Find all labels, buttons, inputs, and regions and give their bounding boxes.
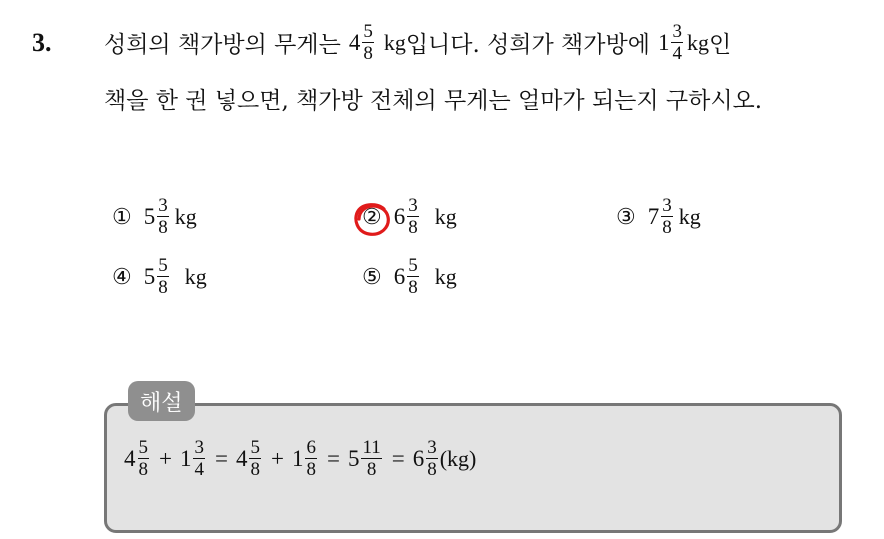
choice-numerator: 5 (408, 255, 418, 276)
sol-denominator: 8 (427, 459, 437, 481)
choice-numerator: 5 (158, 255, 168, 276)
question-number: 3. (32, 28, 52, 57)
choice-whole: 7 (647, 203, 660, 229)
sol-denominator: 4 (194, 459, 204, 481)
sol-denominator: 8 (366, 459, 377, 481)
choice-whole: 5 (143, 203, 156, 229)
sol-term3-whole: 4 (235, 445, 248, 471)
sol-denominator: 8 (250, 459, 260, 481)
choice-number: ② (362, 203, 382, 229)
choice-number: ① (112, 203, 132, 229)
weight-whole: 4 (348, 29, 361, 55)
choice-numerator: 3 (158, 195, 168, 216)
sol-term1-fraction (138, 438, 150, 479)
sol-numerator: 3 (194, 437, 204, 458)
choice-whole: 5 (143, 263, 156, 289)
weight-numerator: 5 (363, 21, 373, 42)
book-fraction (671, 22, 683, 63)
choice-numerator: 3 (662, 195, 672, 216)
sol-numerator: 5 (250, 437, 260, 458)
choice-1[interactable] (112, 196, 197, 237)
choice-3[interactable] (616, 196, 701, 237)
solution-equation (124, 438, 476, 479)
choice-fraction (157, 256, 169, 297)
sol-numerator: 6 (306, 437, 316, 458)
sol-term2-whole: 1 (179, 445, 192, 471)
sol-term1-whole: 4 (124, 445, 136, 471)
choice-fraction (661, 196, 673, 237)
weight-unit: kg (383, 29, 406, 55)
choice-numerator: 3 (408, 195, 418, 216)
equals-sign: = (391, 445, 405, 471)
sol-term6-whole: 6 (412, 445, 425, 471)
sol-numerator: 5 (138, 437, 148, 458)
book-whole: 1 (657, 29, 670, 55)
choice-denominator: 8 (662, 217, 672, 239)
choice-whole: 6 (393, 263, 406, 289)
choice-denominator: 8 (158, 217, 168, 239)
sol-denominator: 8 (306, 459, 316, 481)
sol-term3-fraction (249, 438, 261, 479)
sol-numerator: 11 (362, 437, 381, 458)
sol-term6-fraction (426, 438, 438, 479)
choice-number: ⑤ (362, 263, 382, 289)
choice-5[interactable] (362, 256, 457, 297)
sol-term4-whole: 1 (291, 445, 304, 471)
question-line-2: 책을 한 권 넣으면, 책가방 전체의 무게는 얼마가 되는지 구하시오. (104, 88, 763, 114)
explanation-label: 해설 (128, 381, 195, 421)
choice-number: ④ (112, 263, 132, 289)
result-unit: (kg) (439, 445, 477, 471)
sol-denominator: 8 (138, 459, 148, 481)
equals-sign: = (326, 445, 340, 471)
plus-sign: + (159, 445, 172, 471)
book-denominator: 4 (672, 43, 682, 65)
question-text-part-b: 입니다. 성희가 책가방에 (405, 32, 650, 59)
weight-denominator: 8 (363, 43, 373, 65)
sol-term5-fraction (361, 438, 381, 479)
choice-4[interactable] (112, 256, 207, 297)
choice-number: ③ (616, 203, 636, 229)
answer-circle-stroke (356, 205, 388, 235)
weight-fraction (362, 22, 374, 63)
choice-denominator: 8 (408, 217, 418, 239)
book-numerator: 3 (672, 21, 682, 42)
answer-circle-mark (353, 202, 393, 238)
question-line-1 (104, 22, 731, 63)
choice-unit: kg (434, 263, 457, 289)
sol-term4-fraction (305, 438, 317, 479)
choice-unit: kg (174, 203, 197, 229)
sol-term5-whole: 5 (347, 445, 360, 471)
choice-fraction (157, 196, 169, 237)
choice-fraction (407, 256, 419, 297)
sol-numerator: 3 (427, 437, 437, 458)
choice-denominator: 8 (408, 277, 418, 299)
plus-sign: + (270, 445, 284, 471)
choice-denominator: 8 (158, 277, 168, 299)
question-text-part-c: 인 (708, 32, 732, 59)
question-text-part-a: 성희의 책가방의 무게는 (104, 32, 341, 59)
choice-whole: 6 (393, 203, 406, 229)
sol-term2-fraction (193, 438, 205, 479)
choice-fraction (407, 196, 419, 237)
equals-sign: = (214, 445, 228, 471)
choice-unit: kg (434, 203, 457, 229)
choice-unit: kg (184, 263, 207, 289)
book-unit: kg (686, 29, 709, 55)
choice-unit: kg (678, 203, 701, 229)
